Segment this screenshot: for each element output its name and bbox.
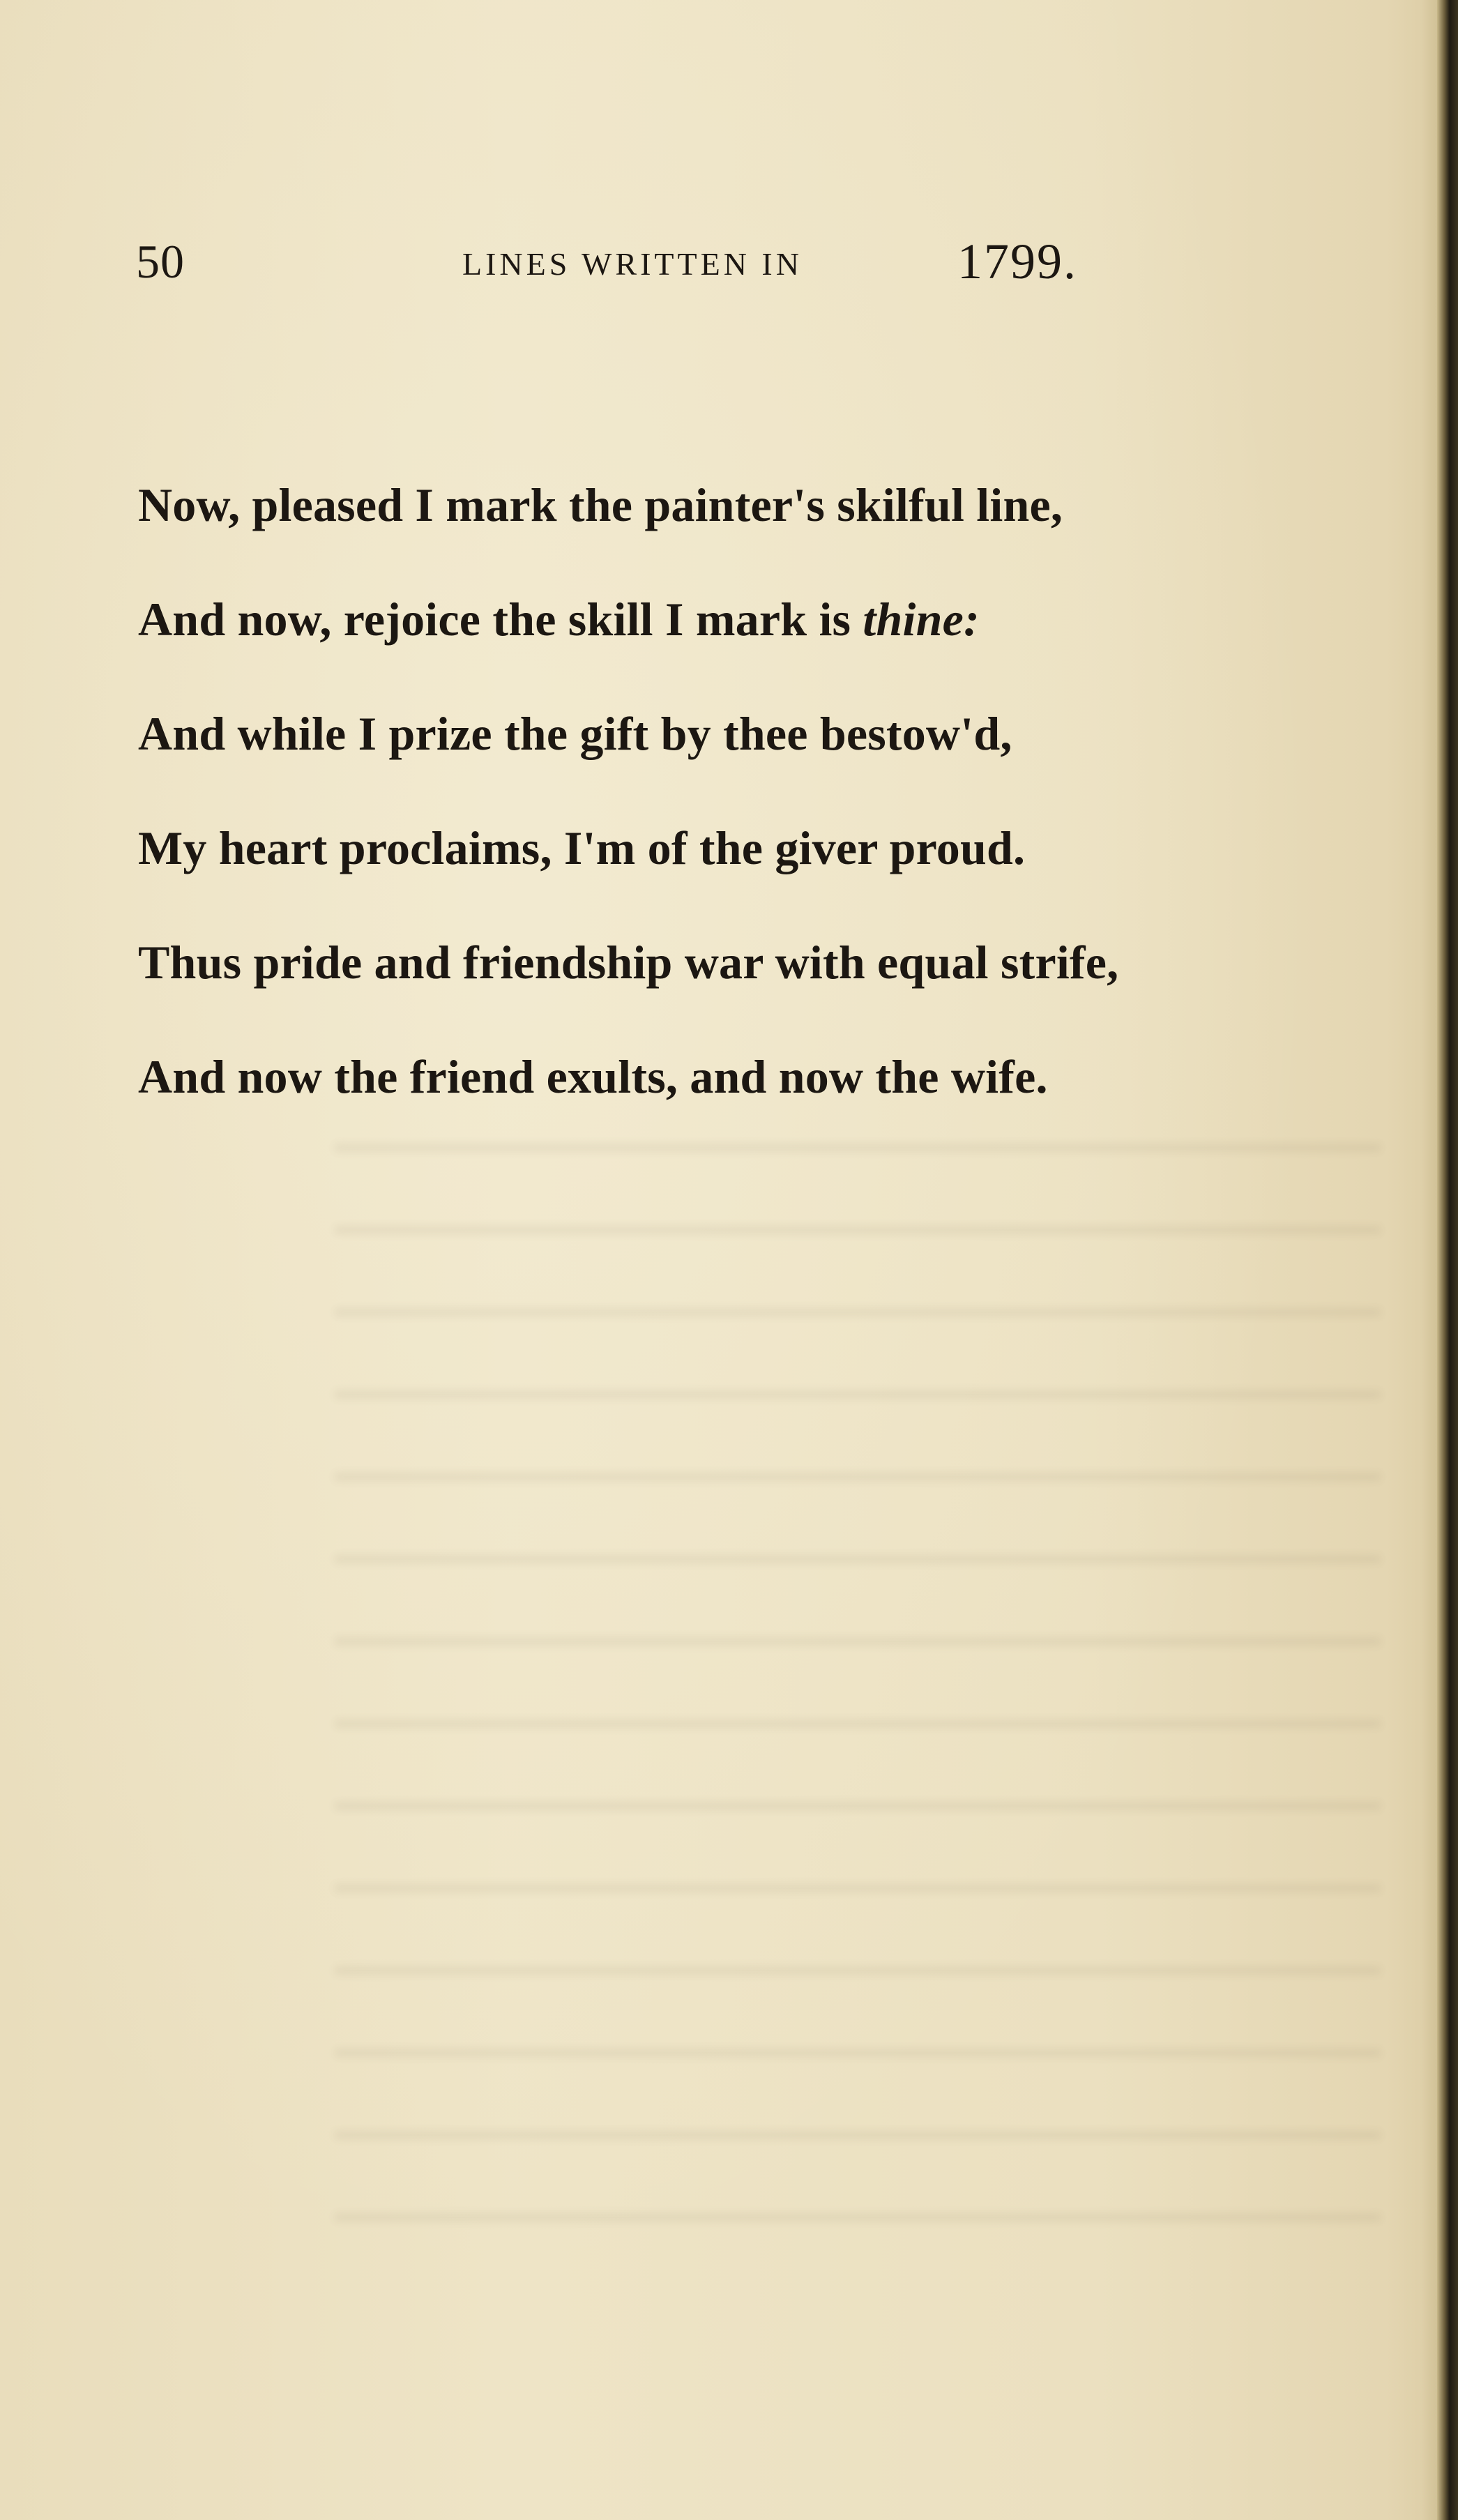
page-number: 50 xyxy=(136,235,185,288)
running-year: 1799. xyxy=(957,234,1077,289)
show-through-text xyxy=(335,1088,1381,2273)
poem-line: My heart proclaims, I'm of the giver proud. xyxy=(138,821,1026,874)
running-title: LINES WRITTEN IN xyxy=(462,246,803,282)
running-head xyxy=(136,230,1112,293)
poem-line: And now the friend exults, and now the wife. xyxy=(138,1050,1048,1103)
poem-line: And now, rejoice the skill I mark is thine: xyxy=(138,593,980,646)
poem-line: And while I prize the gift by thee bestow'd, xyxy=(138,707,1012,760)
italic-word: thine: xyxy=(863,593,980,646)
poem-line: Thus pride and friendship war with equal strife, xyxy=(138,936,1119,989)
book-spine-edge xyxy=(1437,0,1458,2520)
poem-stanza xyxy=(138,448,1379,1134)
page-gutter-shadow xyxy=(1422,0,1437,2520)
poem-line: Now, pleased I mark the painter's skilful line, xyxy=(138,478,1063,531)
